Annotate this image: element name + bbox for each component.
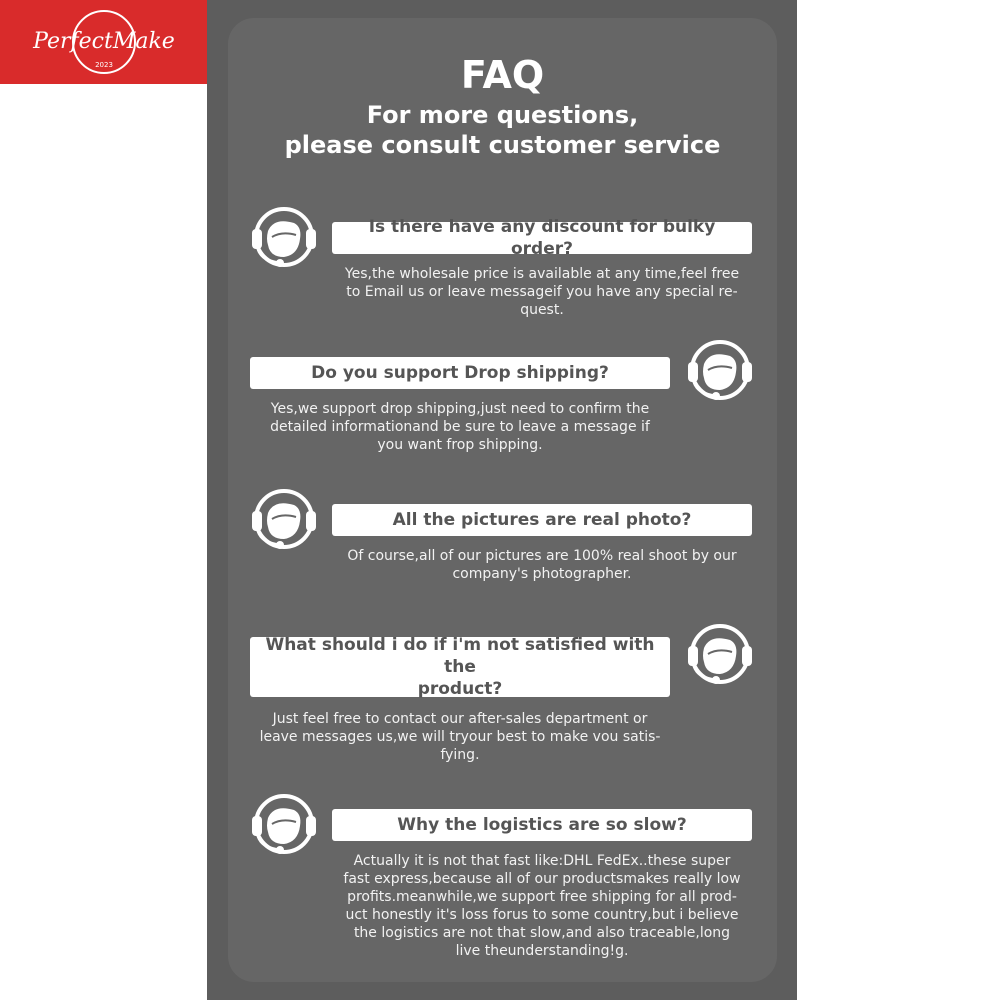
customer-service-headset-icon [248,483,320,555]
answer-line: to Email us or leave messageif you have any special re- [346,284,738,300]
brand-logo [0,0,207,84]
answer-line: profits.meanwhile,we support free shipping for all prod- [347,889,737,905]
answer-line: live theunderstanding!g. [455,943,629,959]
faq-answer-1 [332,265,752,319]
faq-answer-5 [332,852,752,960]
logo-year-text: 2023 [94,61,113,69]
faq-subtitle [228,100,777,160]
subtitle-line-2: please consult customer service [284,131,721,159]
answer-line: quest. [520,302,564,318]
faq-answer-2 [250,400,670,454]
answer-line: detailed informationand be sure to leave a message if [270,419,650,435]
question-line-1: What should i do if i'm not satisfied with the [265,635,655,677]
faq-question-2[interactable]: Do you support Drop shipping? [250,357,670,389]
logo-brand-text: PerfectMake [32,29,175,54]
customer-service-headset-icon [684,618,756,690]
answer-line: Actually it is not that fast like:DHL FedEx..these super [353,853,731,869]
answer-line: the logistics are not that slow,and also traceable,long [353,925,731,941]
faq-answer-4 [250,710,670,764]
faq-question-1[interactable]: Is there have any discount for bulky order? [332,222,752,254]
faq-question-3[interactable]: All the pictures are real photo? [332,504,752,536]
faq-title: FAQ [460,53,545,97]
answer-line: leave messages us,we will tryour best to make vou satis- [259,729,661,745]
answer-line: Yes,we support drop shipping,just need to confirm the [270,401,650,417]
faq-question-4[interactable] [250,637,670,697]
answer-line: Yes,the wholesale price is available at any time,feel free [344,266,740,282]
faq-question-5[interactable]: Why the logistics are so slow? [332,809,752,841]
subtitle-line-1: For more questions, [366,101,639,129]
answer-line: Of course,all of our pictures are 100% real shoot by our [347,548,737,564]
answer-line: Just feel free to contact our after-sales department or [272,711,648,727]
answer-line: fast express,because all of our productsmakes really low [343,871,741,887]
answer-line: uct honestly it's loss forus to some country,but i believe [345,907,739,923]
customer-service-headset-icon [248,788,320,860]
customer-service-headset-icon [684,334,756,406]
answer-line: company's photographer. [452,566,632,582]
faq-answer-3 [332,547,752,583]
customer-service-headset-icon [248,201,320,273]
answer-line: fying. [440,747,480,763]
question-line-2: product? [417,679,503,699]
brand-logo-icon [19,7,189,77]
answer-line: you want frop shipping. [377,437,543,453]
